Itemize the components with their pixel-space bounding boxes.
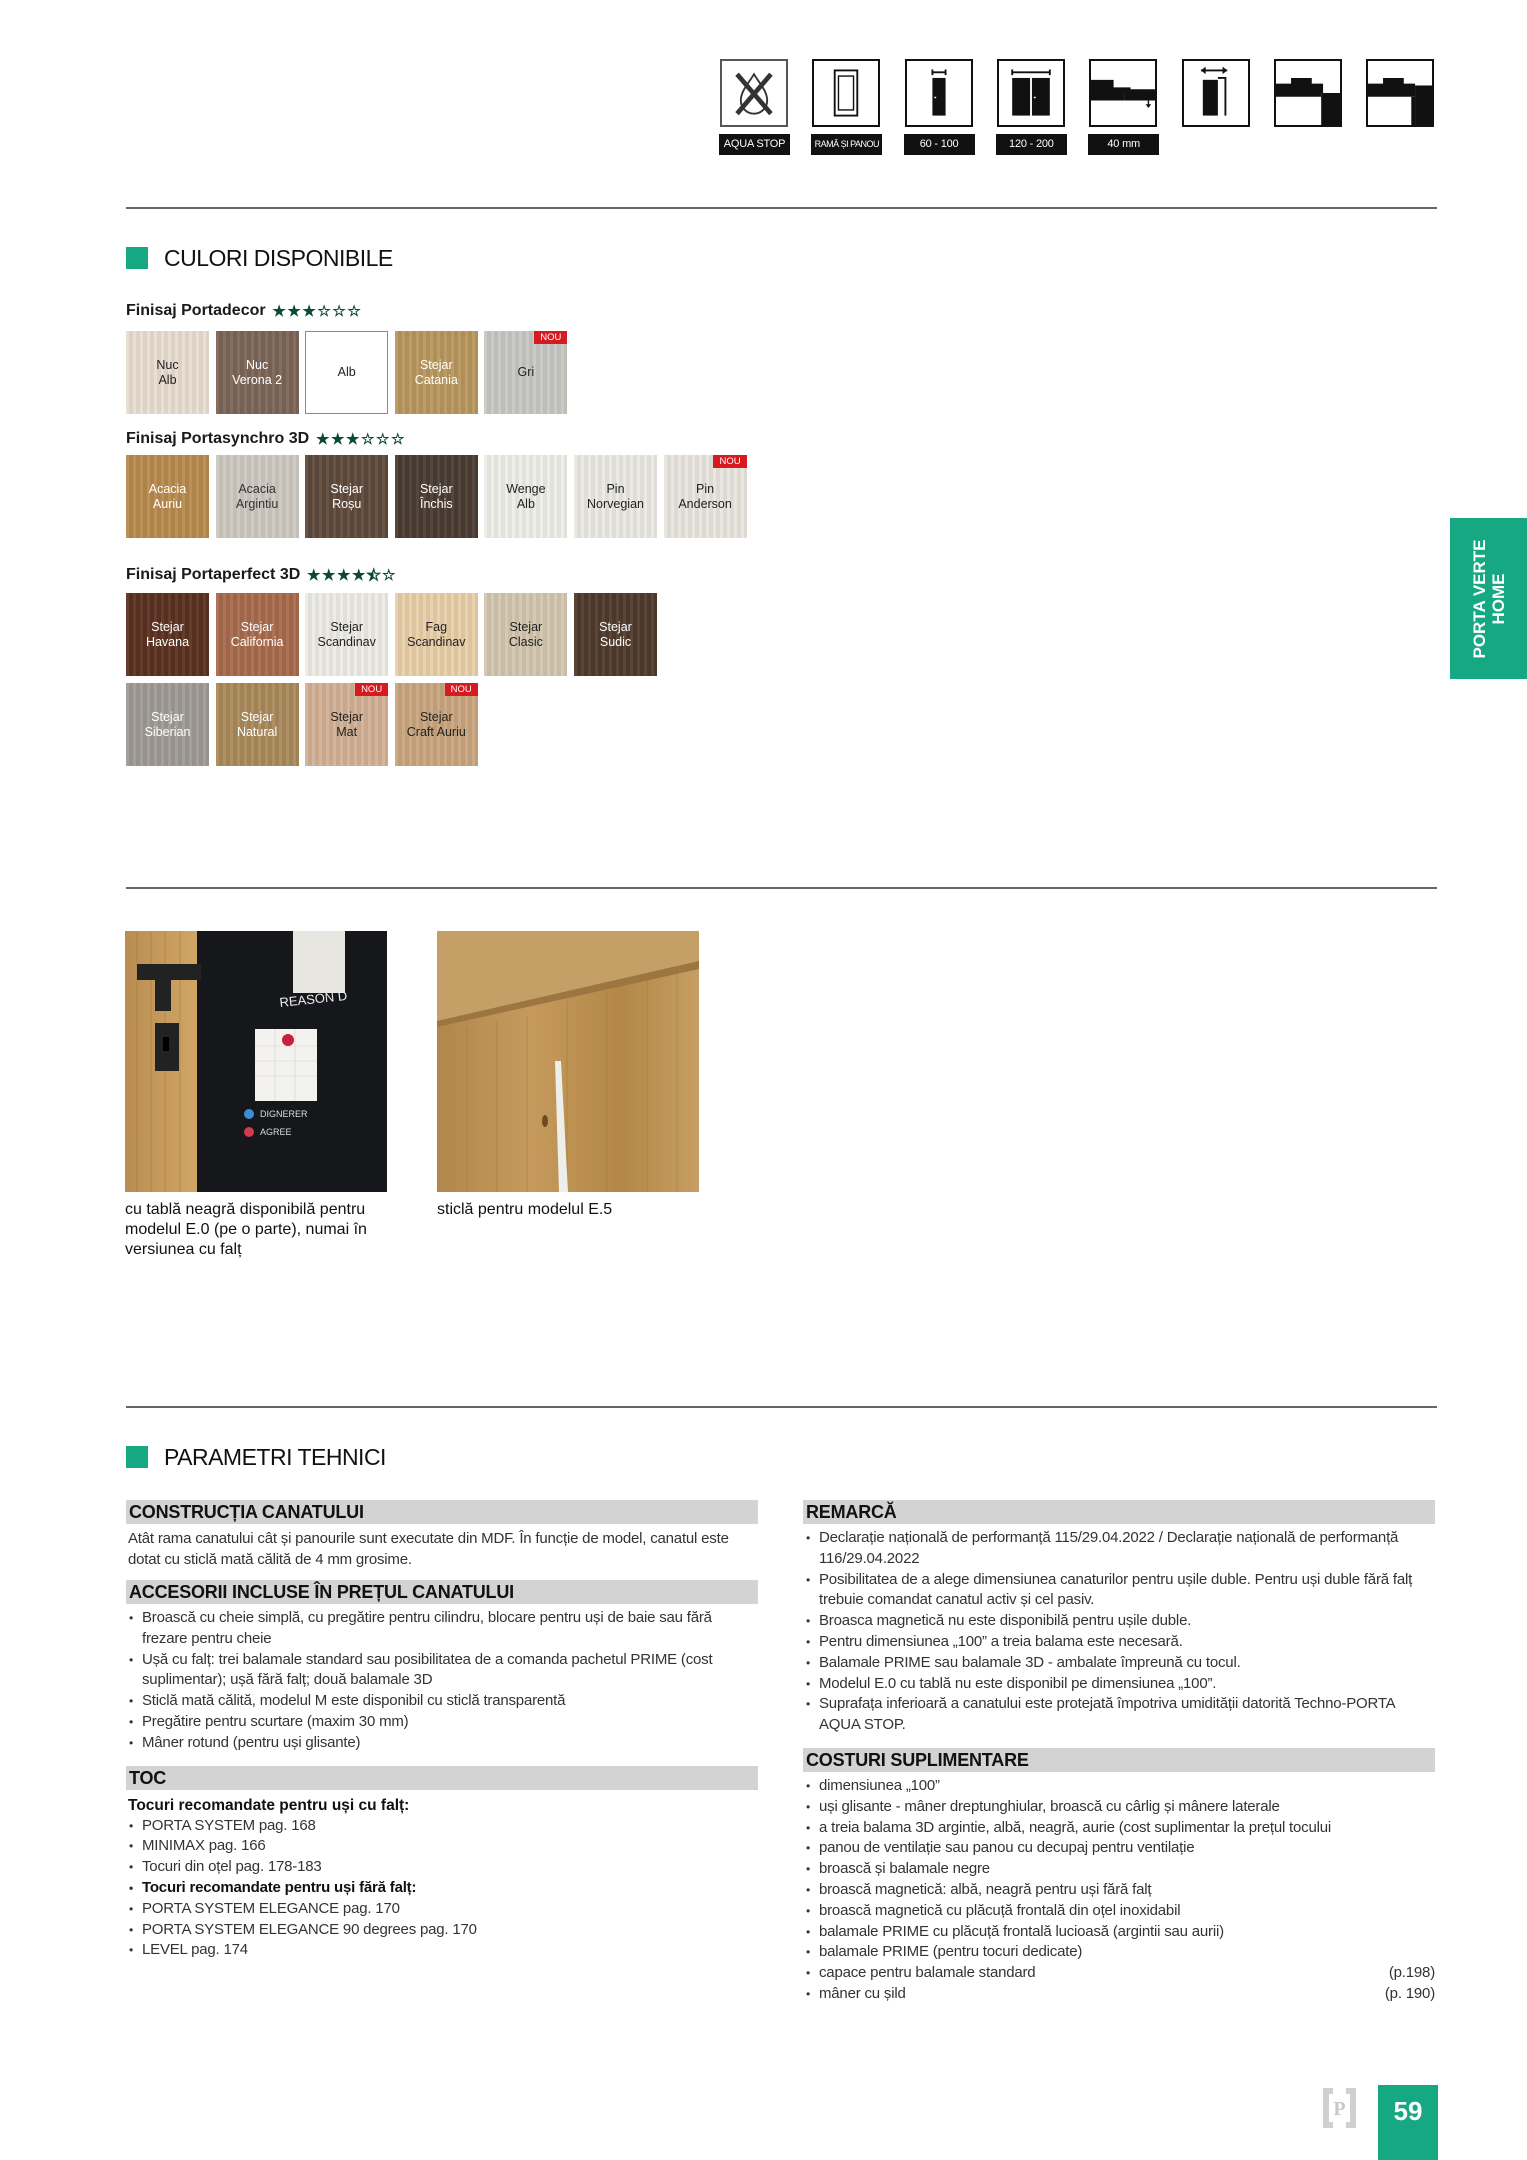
color-swatch[interactable] bbox=[216, 455, 299, 538]
photo-caption-blackboard: cu tablă neagră disponibilă pentru modelul E.0 (pe o parte), numai în versiunea cu falț bbox=[125, 1201, 367, 1258]
list-item-text: PORTA SYSTEM ELEGANCE 90 degrees pag. 170 bbox=[142, 1920, 477, 1938]
color-swatch[interactable] bbox=[664, 455, 747, 538]
color-swatch[interactable] bbox=[216, 331, 299, 414]
new-badge: NOU bbox=[713, 455, 746, 468]
list-item-text: uși glisante - mâner dreptunghiular, broască cu cârlig și mânere laterale bbox=[819, 1797, 1280, 1815]
swatch-label: Nuc Verona 2 bbox=[232, 357, 283, 387]
swatch-label: Alb bbox=[337, 365, 356, 379]
list-item-text: broască magnetică cu plăcuță frontală din oțel inoxidabil bbox=[819, 1901, 1181, 1919]
divider bbox=[126, 207, 1437, 209]
list-item: • Sticlă mată călită, modelul M este disponibil cu sticlă transparentă bbox=[126, 1691, 758, 1712]
list-item bbox=[803, 1984, 1435, 2005]
swatch-label: Stejar Siberian bbox=[144, 709, 191, 739]
swatch-label: Stejar Havana bbox=[145, 619, 190, 649]
swatch-label: Stejar Scandinav bbox=[317, 619, 376, 649]
star-filled-icon: ★ bbox=[302, 303, 316, 320]
frame-width-icon bbox=[1182, 59, 1250, 127]
swatch-label: Gri bbox=[517, 365, 535, 379]
side-tab-line1: PORTA VERTE bbox=[1469, 538, 1489, 659]
color-swatch[interactable] bbox=[395, 593, 478, 676]
page-reference: (p.198) bbox=[1388, 1964, 1435, 1982]
swatch-label: Stejar Natural bbox=[236, 709, 278, 739]
page-number: 59 bbox=[1378, 2085, 1438, 2160]
star-filled-icon: ★ bbox=[330, 431, 345, 448]
list-item: • Pentru dimensiunea „100” a treia balama este necesară. bbox=[803, 1632, 1435, 1653]
section-colors-title: CULORI DISPONIBILE bbox=[164, 244, 393, 271]
icon-label: 120 - 200 bbox=[996, 134, 1067, 155]
toc-list bbox=[126, 1816, 758, 1962]
color-swatch[interactable] bbox=[484, 331, 567, 414]
color-swatch[interactable] bbox=[484, 593, 567, 676]
color-swatch[interactable] bbox=[574, 455, 657, 538]
list-item bbox=[803, 1818, 1435, 1839]
icon-label: AQUA STOP bbox=[719, 134, 790, 155]
color-swatch[interactable] bbox=[484, 455, 567, 538]
color-swatch[interactable] bbox=[126, 683, 209, 766]
star-filled-icon: ★ bbox=[322, 567, 336, 584]
accesorii-heading: ACCESORII INCLUSE ÎN PREȚUL CANATULUI bbox=[126, 1580, 758, 1604]
section-colors-header bbox=[126, 243, 393, 273]
logo-letter: P bbox=[1333, 2098, 1346, 2120]
list-item bbox=[126, 1816, 758, 1837]
list-item: • Posibilitatea de a alege dimensiunea canaturilor pentru ușile duble. Pentru uși duble fără falț trebuie comandat canatul activ și cel pasiv. bbox=[803, 1570, 1435, 1612]
photo-glass-door bbox=[437, 931, 699, 1192]
board-item: AGREE bbox=[260, 1127, 292, 1137]
color-swatch[interactable] bbox=[395, 455, 478, 538]
new-badge: NOU bbox=[445, 683, 478, 696]
swatch-label: Pin Norvegian bbox=[587, 481, 644, 511]
color-swatch[interactable] bbox=[216, 683, 299, 766]
color-swatch[interactable] bbox=[126, 331, 209, 414]
list-item: • Ușă cu falț: trei balamale standard sau posibilitatea de a comanda pachetul PRIME (cost suplimentar); ușă fără falț; două balamale 3D bbox=[126, 1650, 758, 1692]
section-params-title: PARAMETRI TEHNICI bbox=[164, 1443, 386, 1470]
rebated-door-icon bbox=[1274, 59, 1342, 127]
list-item bbox=[803, 1922, 1435, 1943]
icon-label: 40 mm bbox=[1088, 134, 1159, 155]
photo-blackboard-door bbox=[125, 931, 387, 1192]
side-tab-line2: HOME bbox=[1488, 573, 1508, 625]
list-item bbox=[126, 1940, 758, 1961]
swatch-label: Stejar Mat bbox=[330, 709, 364, 739]
color-swatch[interactable] bbox=[305, 455, 388, 538]
board-title: REASON D bbox=[278, 987, 348, 1010]
list-item: • Suprafața inferioară a canatului este protejată împotriva umidității datorită Techno-PORTA AQUA STOP. bbox=[803, 1694, 1435, 1736]
remarca-list bbox=[803, 1524, 1435, 1736]
star-half-icon: ★ bbox=[367, 567, 381, 584]
list-item: • Broasca magnetică nu este disponibilă pentru ușile duble. bbox=[803, 1611, 1435, 1632]
color-swatch[interactable] bbox=[395, 331, 478, 414]
swatch-label: Stejar Craft Auriu bbox=[406, 709, 466, 739]
star-empty-icon: ☆ bbox=[375, 431, 390, 448]
star-empty-icon: ☆ bbox=[347, 303, 361, 320]
swatch-label: Stejar Clasic bbox=[508, 619, 543, 649]
params-left-column bbox=[126, 1500, 758, 1961]
toc-subtitle: Tocuri recomandate pentru uși cu falț: bbox=[128, 1796, 410, 1814]
list-item-text: mâner cu șild bbox=[819, 1984, 906, 2002]
swatch-label: Stejar Sudic bbox=[599, 619, 632, 649]
section-marker bbox=[126, 247, 148, 269]
icon-label: RAMĂ ȘI PANOU bbox=[811, 134, 882, 155]
star-empty-icon: ☆ bbox=[382, 567, 396, 584]
divider bbox=[126, 1406, 1437, 1408]
door-thickness-icon bbox=[1089, 59, 1157, 127]
params-right-column bbox=[803, 1500, 1435, 2005]
swatch-label: Stejar Roșu bbox=[330, 481, 364, 511]
star-empty-icon: ☆ bbox=[332, 303, 346, 320]
list-item: • Pregătire pentru scurtare (maxim 30 mm) bbox=[126, 1712, 758, 1733]
star-empty-icon: ☆ bbox=[317, 303, 331, 320]
list-item: • Declarație națională de performanță 115/29.04.2022 / Declarație națională de performanță 116/29.04.2022 bbox=[803, 1528, 1435, 1570]
color-swatch[interactable] bbox=[305, 593, 388, 676]
rating-stars bbox=[306, 566, 396, 584]
divider bbox=[126, 887, 1437, 889]
list-item: • Broască cu cheie simplă, cu pregătire pentru cilindru, blocare pentru uși de baie sau fără frezare pentru cheie bbox=[126, 1608, 758, 1650]
list-item-text: balamale PRIME (pentru tocuri dedicate) bbox=[819, 1943, 1083, 1961]
list-item-text: Tocuri recomandate pentru uși fără falț: bbox=[142, 1878, 417, 1896]
list-item-text: Tocuri din oțel pag. 178-183 bbox=[142, 1858, 322, 1876]
list-item bbox=[803, 1901, 1435, 1922]
double-door-width-icon bbox=[997, 59, 1065, 127]
star-filled-icon: ★ bbox=[307, 567, 321, 584]
color-swatch[interactable] bbox=[126, 455, 209, 538]
star-empty-icon: ☆ bbox=[360, 431, 375, 448]
rating-stars bbox=[315, 430, 405, 448]
list-item bbox=[803, 1963, 1435, 1984]
star-filled-icon: ★ bbox=[352, 567, 366, 584]
new-badge: NOU bbox=[534, 331, 567, 344]
list-item-text: a treia balama 3D argintie, albă, neagră, aurie (cost suplimentar la prețul tocului bbox=[819, 1818, 1332, 1836]
list-item bbox=[126, 1920, 758, 1941]
list-item-text: dimensiunea „100” bbox=[819, 1776, 940, 1794]
new-badge: NOU bbox=[355, 683, 388, 696]
color-swatch[interactable] bbox=[305, 683, 388, 766]
rating-stars bbox=[272, 302, 362, 320]
board-item: DIGNERER bbox=[260, 1109, 308, 1119]
list-item bbox=[803, 1797, 1435, 1818]
list-item-text: capace pentru balamale standard bbox=[819, 1964, 1036, 1982]
single-door-width-icon bbox=[905, 59, 973, 127]
list-item-text: LEVEL pag. 174 bbox=[142, 1941, 248, 1959]
constructia-text: Atât rama canatului cât și panourile sunt executate din MDF. În funcție de model, canatul este dotat cu sticlă mată călită de 4 mm grosime. bbox=[128, 1530, 729, 1568]
swatch-label: Nuc Alb bbox=[156, 357, 179, 387]
photo-caption-glass: sticlă pentru modelul E.5 bbox=[437, 1201, 613, 1218]
star-filled-icon: ★ bbox=[287, 303, 301, 320]
list-item bbox=[126, 1857, 758, 1878]
list-item bbox=[126, 1899, 758, 1920]
list-item bbox=[803, 1880, 1435, 1901]
color-swatch[interactable] bbox=[574, 593, 657, 676]
icon-label: 60 - 100 bbox=[904, 134, 975, 155]
finish-name: Finisaj Portasynchro 3D bbox=[126, 430, 310, 447]
star-filled-icon: ★ bbox=[345, 431, 360, 448]
list-item bbox=[126, 1878, 758, 1899]
constructia-heading: CONSTRUCȚIA CANATULUI bbox=[126, 1500, 758, 1524]
remarca-heading: REMARCĂ bbox=[803, 1500, 1435, 1524]
list-item bbox=[803, 1859, 1435, 1880]
color-swatch[interactable] bbox=[216, 593, 299, 676]
non-rebated-door-icon bbox=[1366, 59, 1434, 127]
aqua-stop-icon bbox=[720, 59, 788, 127]
finish-title bbox=[126, 430, 405, 448]
accesorii-list bbox=[126, 1604, 758, 1754]
star-filled-icon: ★ bbox=[272, 303, 286, 320]
list-item: • Balamale PRIME sau balamale 3D - ambalate împreună cu tocul. bbox=[803, 1653, 1435, 1674]
swatch-label: Stejar Catania bbox=[414, 357, 458, 387]
list-item bbox=[126, 1836, 758, 1857]
star-filled-icon: ★ bbox=[337, 567, 351, 584]
swatch-label: Wenge Alb bbox=[506, 481, 546, 511]
list-item-text: MINIMAX pag. 166 bbox=[142, 1837, 266, 1855]
finish-title bbox=[126, 302, 362, 320]
section-params-header bbox=[126, 1442, 386, 1472]
list-item-text: broască magnetică: albă, neagră pentru uși fără falț bbox=[819, 1880, 1152, 1898]
color-swatch[interactable] bbox=[305, 331, 388, 414]
section-marker bbox=[126, 1446, 148, 1468]
list-item bbox=[803, 1776, 1435, 1797]
swatch-label: Stejar Închis bbox=[419, 481, 453, 511]
porta-logo-icon bbox=[1321, 2086, 1358, 2130]
swatch-label: Stejar California bbox=[230, 619, 284, 649]
star-filled-icon: ★ bbox=[315, 431, 330, 448]
list-item bbox=[803, 1942, 1435, 1963]
color-swatch[interactable] bbox=[126, 593, 209, 676]
costuri-heading: COSTURI SUPLIMENTARE bbox=[803, 1748, 1435, 1772]
list-item-text: balamale PRIME cu plăcuță frontală lucioasă (argintii sau aurii) bbox=[819, 1922, 1224, 1940]
page-reference: (p. 190) bbox=[1384, 1984, 1435, 2002]
frame-panel-icon bbox=[812, 59, 880, 127]
color-swatch[interactable] bbox=[395, 683, 478, 766]
swatch-label: Fag Scandinav bbox=[407, 619, 466, 649]
list-item-text: panou de ventilație sau panou cu decupaj pentru ventilație bbox=[819, 1839, 1195, 1857]
star-empty-icon: ☆ bbox=[390, 431, 405, 448]
finish-title bbox=[126, 566, 396, 584]
swatch-label: Acacia Argintiu bbox=[235, 481, 279, 511]
side-tab-porta-verte-home[interactable] bbox=[1450, 518, 1527, 679]
toc-heading: TOC bbox=[126, 1766, 758, 1790]
list-item: • Modelul E.0 cu tablă nu este disponibil pe dimensiunea „100”. bbox=[803, 1674, 1435, 1695]
swatch-label: Acacia Auriu bbox=[148, 481, 187, 511]
swatch-label: Pin Anderson bbox=[678, 481, 732, 511]
finish-name: Finisaj Portaperfect 3D bbox=[126, 566, 301, 583]
finish-name: Finisaj Portadecor bbox=[126, 302, 266, 319]
costuri-list bbox=[803, 1772, 1435, 2005]
list-item-text: PORTA SYSTEM pag. 168 bbox=[142, 1816, 316, 1834]
list-item: • Mâner rotund (pentru uși glisante) bbox=[126, 1733, 758, 1754]
list-item bbox=[803, 1838, 1435, 1859]
list-item-text: broască și balamale negre bbox=[819, 1860, 990, 1878]
list-item-text: PORTA SYSTEM ELEGANCE pag. 170 bbox=[142, 1899, 400, 1917]
